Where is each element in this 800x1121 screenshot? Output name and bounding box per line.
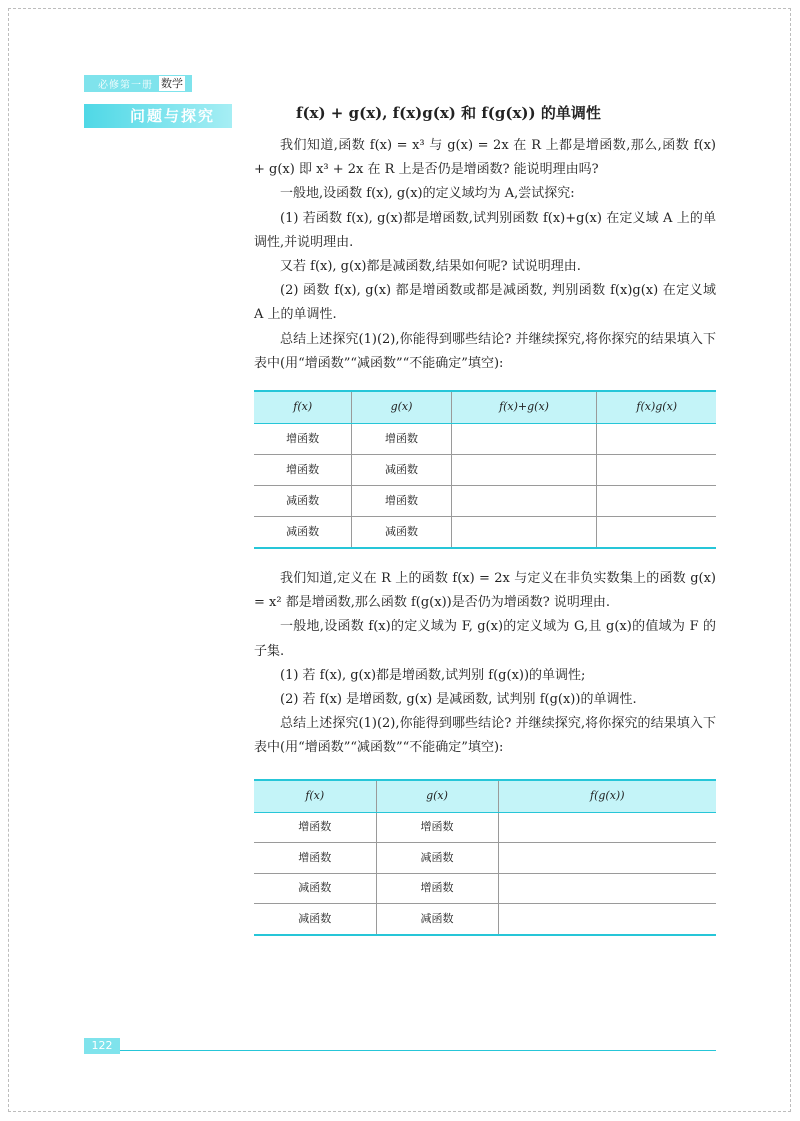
table-header: f(x) xyxy=(254,780,376,813)
table-cell: 增函数 xyxy=(352,424,451,455)
paragraph: (1) 若 f(x), g(x)都是增函数,试判别 f(g(x))的单调性; xyxy=(280,667,586,683)
table-row xyxy=(254,424,716,455)
table-row xyxy=(254,873,716,904)
table-cell: 增函数 xyxy=(254,424,352,455)
table-row xyxy=(254,517,716,549)
table-cell: 减函数 xyxy=(352,517,451,549)
table-cell: 增函数 xyxy=(376,873,498,904)
blank-cell[interactable] xyxy=(597,517,716,549)
table-header: f(g(x)) xyxy=(498,780,716,813)
page-title: f(x) + g(x), f(x)g(x) 和 f(g(x)) 的单调性 xyxy=(296,104,601,122)
table-cell: 减函数 xyxy=(254,486,352,517)
table-cell: 增函数 xyxy=(352,486,451,517)
blank-cell[interactable] xyxy=(597,486,716,517)
monotonicity-table-composition xyxy=(254,779,716,936)
blank-cell[interactable] xyxy=(498,843,716,874)
blank-cell[interactable] xyxy=(451,424,597,455)
paragraph: 总结上述探究(1)(2),你能得到哪些结论? 并继续探究,将你探究的结果填入下表中(用“增函数”“减函数”“不能确定”填空): xyxy=(254,716,716,756)
table-cell: 减函数 xyxy=(254,517,352,549)
table-row xyxy=(254,486,716,517)
blank-cell[interactable] xyxy=(498,873,716,904)
blank-cell[interactable] xyxy=(597,455,716,486)
table-header: f(x)+g(x) xyxy=(451,391,597,424)
table-header: f(x) xyxy=(254,391,352,424)
table-cell: 增函数 xyxy=(254,455,352,486)
paragraph: 一般地,设函数 f(x), g(x)的定义域均为 A,尝试探究: xyxy=(280,186,575,202)
table-cell: 减函数 xyxy=(376,904,498,935)
blank-cell[interactable] xyxy=(451,517,597,549)
blank-cell[interactable] xyxy=(498,812,716,843)
table-header: g(x) xyxy=(352,391,451,424)
table-header-row xyxy=(254,780,716,813)
paragraph: 一般地,设函数 f(x)的定义域为 F, g(x)的定义域为 G,且 g(x)的值域为 F 的子集. xyxy=(254,619,716,659)
table-header-row xyxy=(254,391,716,424)
blank-cell[interactable] xyxy=(451,486,597,517)
paragraph: 我们知道,定义在 R 上的函数 f(x) = 2x 与定义在非负实数集上的函数 g(x) = x² 都是增函数,那么函数 f(g(x))是否仍为增函数? 说明理由. xyxy=(254,571,716,611)
paragraph: (2) 函数 f(x), g(x) 都是增函数或都是减函数, 判别函数 f(x)g(x) 在定义域 A 上的单调性. xyxy=(254,283,716,323)
monotonicity-table-sum-product xyxy=(254,390,716,549)
paragraph: 总结上述探究(1)(2),你能得到哪些结论? 并继续探究,将你探究的结果填入下表中(用“增函数”“减函数”“不能确定”填空): xyxy=(254,331,716,371)
page-footer xyxy=(84,1034,716,1051)
table-cell: 减函数 xyxy=(254,873,376,904)
table-row xyxy=(254,812,716,843)
table-cell: 减函数 xyxy=(352,455,451,486)
blank-cell[interactable] xyxy=(498,904,716,935)
subject-label: 数学 xyxy=(161,77,183,90)
blank-cell[interactable] xyxy=(451,455,597,486)
table-cell: 减函数 xyxy=(254,904,376,935)
table-row xyxy=(254,843,716,874)
table-cell: 减函数 xyxy=(376,843,498,874)
book-series-label: 必修第一册 xyxy=(98,80,153,91)
table-header: g(x) xyxy=(376,780,498,813)
table-cell: 增函数 xyxy=(376,812,498,843)
table-cell: 增函数 xyxy=(254,843,376,874)
table-row xyxy=(254,904,716,935)
page-number: 122 xyxy=(84,1038,120,1054)
paragraph: 又若 f(x), g(x)都是减函数,结果如何呢? 试说明理由. xyxy=(280,259,581,275)
table-cell: 增函数 xyxy=(254,812,376,843)
main-content xyxy=(254,134,716,954)
section-tag: 问题与探究 xyxy=(84,104,232,128)
table-row xyxy=(254,455,716,486)
table-header: f(x)g(x) xyxy=(597,391,716,424)
running-header xyxy=(84,75,192,92)
paragraph: 我们知道,函数 f(x) = x³ 与 g(x) = 2x 在 R 上都是增函数,那么,函数 f(x) + g(x) 即 x³ + 2x 在 R 上是否仍是增函数? 能说明理由吗? xyxy=(254,138,716,178)
paragraph: (2) 若 f(x) 是增函数, g(x) 是减函数, 试判别 f(g(x))的单调性. xyxy=(280,692,637,708)
blank-cell[interactable] xyxy=(597,424,716,455)
paragraph: (1) 若函数 f(x), g(x)都是增函数,试判别函数 f(x)+g(x) 在定义域 A 上的单调性,并说明理由. xyxy=(254,210,716,250)
